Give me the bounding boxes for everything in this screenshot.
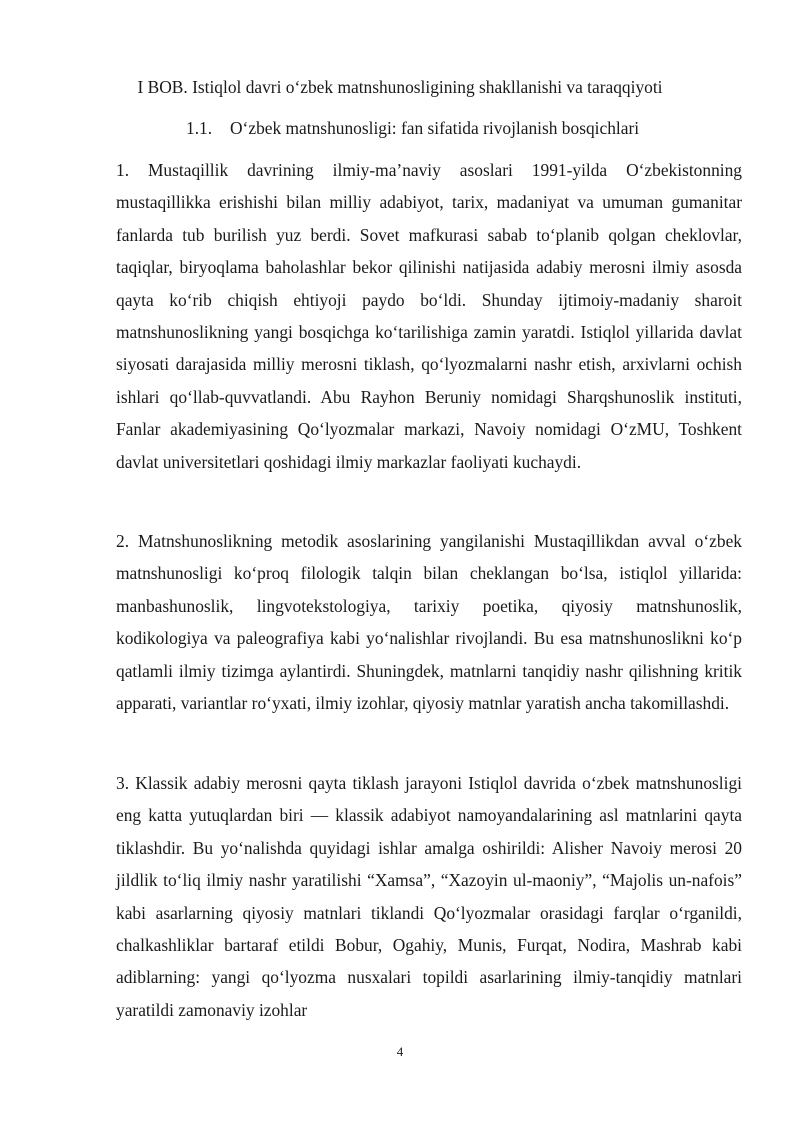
section-number: 1.1. xyxy=(186,118,213,138)
section-title: O‘zbek matnshunosligi: fan sifatida rivojlanish bosqichlari xyxy=(230,118,640,138)
paragraph-2: 2. Matnshunoslikning metodik asoslarining yangilanishi Mustaqillikdan avval o‘zbek matnshunosligi ko‘proq filologik talqin bilan cheklangan bo‘lsa, istiqlol yillarida: manbashunoslik, lingvotekstologiya, tarixiy poetika, qiyosiy matnshunoslik, kodikologiya va paleografiya kabi yo‘nalishlar rivojlandi. Bu esa matnshunoslikni ko‘p qatlamli ilmiy tizimga aylantirdi. Shuningdek, matnlarni tanqidiy nashr qilishning kritik apparati, variantlar ro‘yxati, ilmiy izohlar, qiyosiy matnlar yaratish ancha takomillashdi. xyxy=(116,531,742,714)
page-number: 4 xyxy=(396,1044,404,1059)
chapter-title: I BOB. Istiqlol davri o‘zbek matnshunosligining shakllanishi va taraqqiyoti xyxy=(137,77,663,97)
paragraph-3: 3. Klassik adabiy merosni qayta tiklash jarayoni Istiqlol davrida o‘zbek matnshunosligi eng katta yutuqlardan biri — klassik adabiyot namoyandalarining asl matnlarini qayta tiklashdir. Bu yo‘nalishda quyidagi ishlar amalga oshirildi: Alisher Navoiy merosi 20 jildlik to‘liq ilmiy nashr yaratilishi “Xamsa”, “Xazoyin ul-maoniy”, “Majolis un-nafois” kabi asarlarning qiyosiy matnlari tiklandi Qo‘lyozmalar orasidagi farqlar o‘rganildi, chalkashliklar bartaraf etildi Bobur, Ogahiy, Munis, Furqat, Nodira, Mashrab kabi adiblarning: yangi qo‘lyozma nusxalari topildi asarlarining ilmiy-tanqidiy matnlari yaratildi zamonaviy izohlar xyxy=(116,773,742,1020)
paragraph-1: 1. Mustaqillik davrining ilmiy-ma’naviy asoslari 1991-yilda O‘zbekistonning mustaqillikka erishishi bilan milliy adabiyot, tarix, madaniyat va umuman gumanitar fanlarda tub burilish yuz berdi. Sovet mafkurasi sabab to‘planib qolgan cheklovlar, taqiqlar, biryoqlama baholashlar bekor qilinishi natijasida adabiy merosni ilmiy asosda qayta ko‘rib chiqish ehtiyoji paydo bo‘ldi. Shunday ijtimoiy-madaniy sharoit matnshunoslikning yangi bosqichga ko‘tarilishiga zamin yaratdi. Istiqlol yillarida davlat siyosati darajasida milliy merosni tiklash, qo‘lyozmalarni nashr etish, arxivlarni ochish ishlari qo‘llab-quvvatlandi. Abu Rayhon Beruniy nomidagi Sharqshunoslik instituti, Fanlar akademiyasining Qo‘lyozmalar markazi, Navoiy nomidagi O‘zMU, Toshkent davlat universitetlari qoshidagi ilmiy markazlar faoliyati kuchaydi. xyxy=(116,160,742,472)
section-heading xyxy=(186,117,639,139)
